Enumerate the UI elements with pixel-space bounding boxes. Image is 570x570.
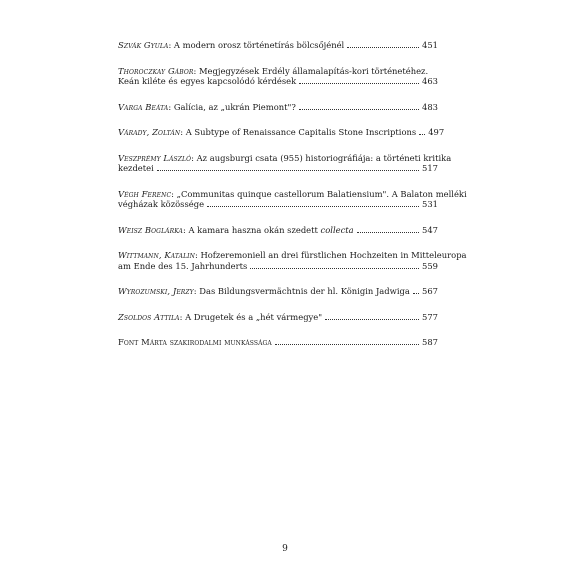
toc-page-number: 517 <box>422 163 438 173</box>
toc-title: Galícia, az „ukrán Piemont"? <box>173 101 296 112</box>
dot-leader <box>419 134 425 135</box>
dot-leader <box>207 206 419 207</box>
page-number: 9 <box>282 544 288 554</box>
toc-author: Szvák Gyula <box>118 40 169 50</box>
toc-page-number: 559 <box>422 260 438 271</box>
toc-author: Végh Ferenc <box>118 188 172 199</box>
toc-final-title: Font Márta szakirodalmi munkássága <box>118 337 272 347</box>
toc-page-number: 531 <box>422 199 438 209</box>
toc-page-number: 587 <box>422 337 438 347</box>
dot-leader <box>250 268 419 269</box>
dot-leader <box>299 83 419 84</box>
toc-page-number: 567 <box>422 286 438 296</box>
toc-author: Wyrozumski, Jerzy <box>118 286 194 296</box>
toc-title: A Subtype of Renaissance Capitalis Stone Inscriptions <box>185 127 417 137</box>
toc-title-continued: Keán kiléte és egyes kapcsolódó kérdések <box>118 76 297 86</box>
toc-page-number: 577 <box>422 311 438 322</box>
toc-title: Das Bildungsvermächtnis der hl. Königin Jadwiga <box>199 286 410 296</box>
toc-title-continued: kezdetei <box>118 163 154 173</box>
toc-entry: Zsoldos Attila : A Drugetek és a „hét vármegye" 577 <box>118 311 438 322</box>
toc-title: Megjegyzések Erdély államalapítás-kori történetéhez. <box>198 65 429 76</box>
toc-entry: Végh Ferenc : „Communitas quinque castellorum Balatiensium". A Balaton melléki végházak közössége 531 <box>118 188 467 209</box>
toc-page-number: 463 <box>422 76 438 86</box>
toc-author: Wittmann, Katalin <box>118 250 195 260</box>
dot-leader <box>357 232 419 233</box>
dot-leader <box>325 319 419 320</box>
toc-title: „Communitas quinque castellorum Balatiensium". A Balaton melléki <box>176 188 467 199</box>
dot-leader <box>275 344 419 345</box>
toc-author: Thoroczkay Gábor <box>118 65 194 76</box>
toc-title: A Drugetek és a „hét vármegye" <box>185 311 323 322</box>
toc-entry: Thoroczkay Gábor : Megjegyzések Erdély államalapítás-kori történetéhez. Keán kiléte és egyes kapcsolódó kérdések 463 <box>118 65 438 86</box>
toc-title: A kamara haszna okán szedett <box>188 224 318 235</box>
table-of-contents <box>118 40 467 348</box>
toc-author: Weisz Boglárka <box>118 224 183 235</box>
toc-page-number: 483 <box>422 101 438 112</box>
toc-title-continued: végházak közössége <box>118 199 205 209</box>
toc-entry: Weisz Boglárka : A kamara haszna okán szedett collecta 547 <box>118 224 438 235</box>
toc-title: A modern orosz történetírás bölcsőjénél <box>173 40 345 50</box>
toc-page-number: 547 <box>422 224 438 235</box>
toc-title-italic: collecta <box>320 224 354 235</box>
toc-entry: Wyrozumski, Jerzy : Das Bildungsvermächtnis der hl. Königin Jadwiga 567 <box>118 286 438 296</box>
toc-author: Veszprémy László <box>118 152 192 163</box>
toc-entry: Szvák Gyula : A modern orosz történetírás bölcsőjénél 451 <box>118 40 438 50</box>
toc-author: Várady, Zoltán <box>118 127 181 137</box>
toc-title-continued: am Ende des 15. Jahrhunderts <box>118 260 248 271</box>
toc-author: Varga Beáta <box>118 101 169 112</box>
toc-entry: Varga Beáta : Galícia, az „ukrán Piemont"? 483 <box>118 101 438 112</box>
toc-title: Az augsburgi csata (955) historiográfiája: a történeti kritika <box>196 152 452 163</box>
dot-leader <box>347 47 419 48</box>
dot-leader <box>157 170 419 171</box>
toc-entry: Veszprémy László : Az augsburgi csata (955) historiográfiája: a történeti kritika kezdetei 517 <box>118 152 452 173</box>
toc-entry-final <box>118 337 438 348</box>
toc-entry: Várady, Zoltán : A Subtype of Renaissance Capitalis Stone Inscriptions 497 <box>118 127 445 137</box>
dot-leader <box>413 293 419 294</box>
toc-page-number: 497 <box>428 127 445 137</box>
toc-author: Zsoldos Attila <box>118 311 180 322</box>
toc-page-number: 451 <box>422 40 438 50</box>
dot-leader <box>299 109 419 110</box>
toc-entry: Wittmann, Katalin : Hofzeremoniell an drei fürstlichen Hochzeiten in Mitteleuropa am Ende des 15. Jahrhunderts 559 <box>118 250 467 271</box>
toc-title: Hofzeremoniell an drei fürstlichen Hochzeiten in Mitteleuropa <box>200 250 467 260</box>
